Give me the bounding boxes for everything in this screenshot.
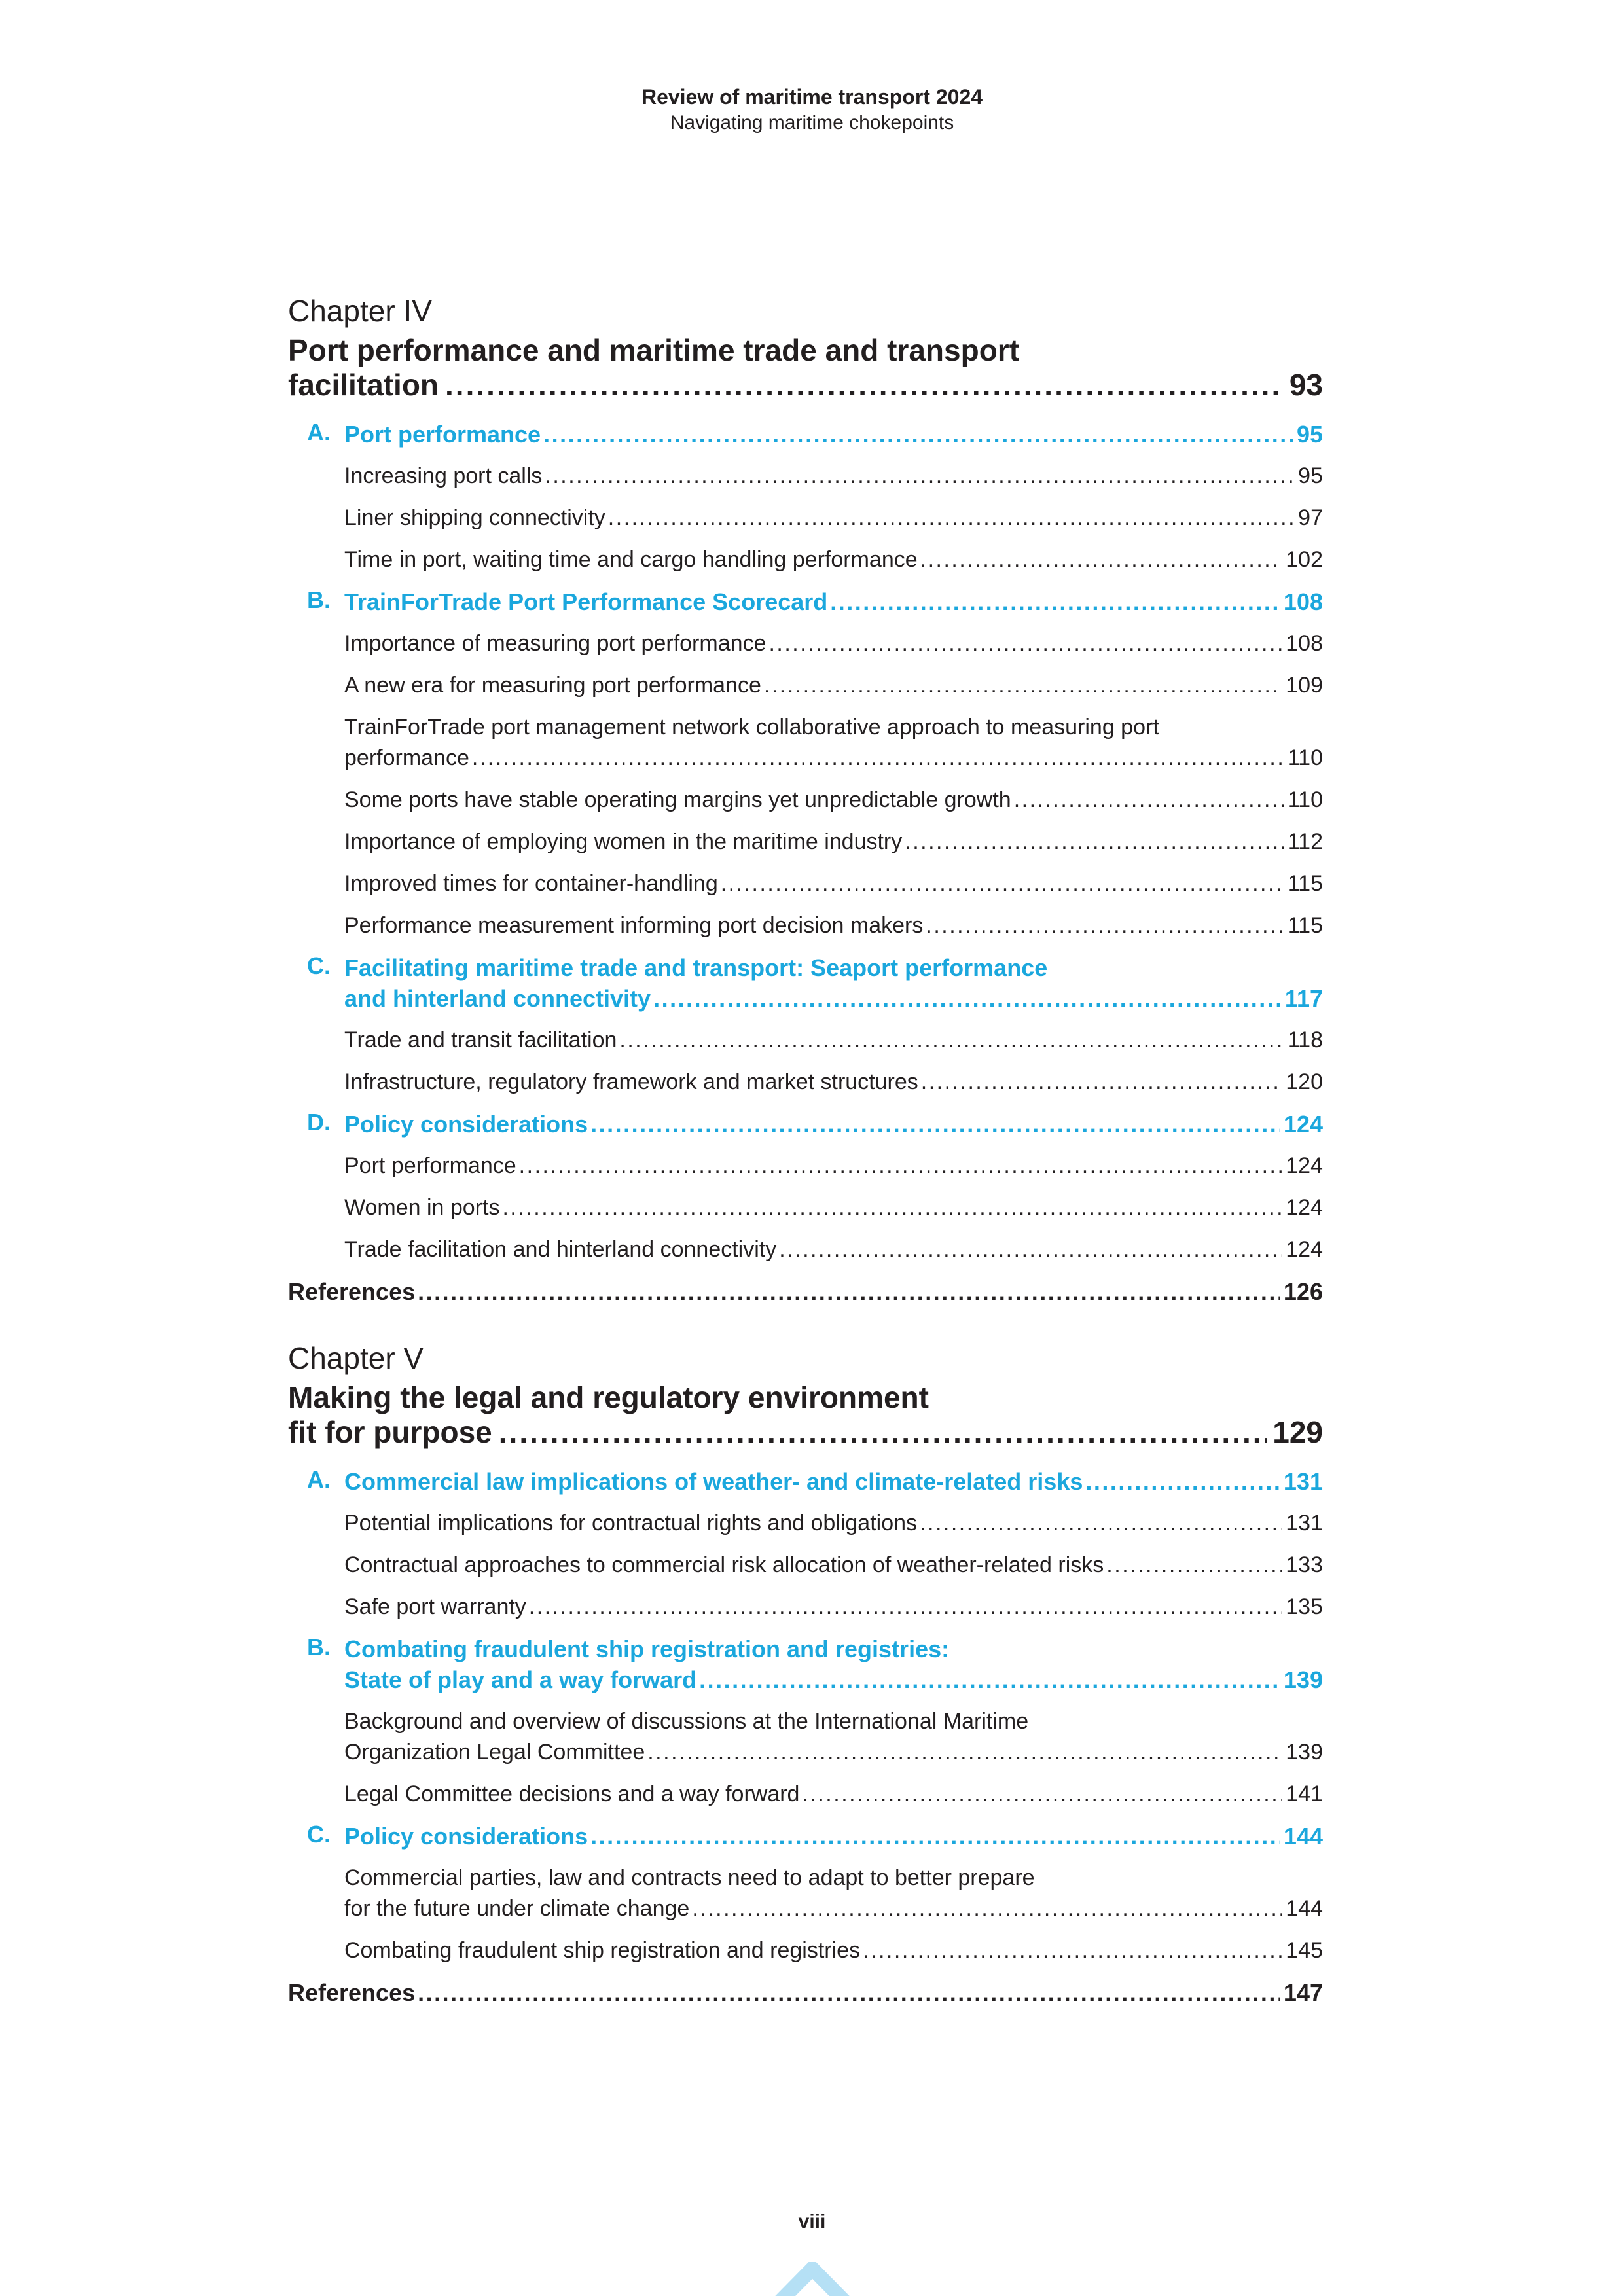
- page-number: 115: [1287, 871, 1323, 896]
- entry-body: [344, 952, 1323, 1014]
- section-letter: A.: [307, 1466, 331, 1493]
- toc-entry-lastline: [344, 461, 1323, 492]
- page-number: 95: [1296, 421, 1323, 448]
- page-number: 133: [1286, 1552, 1323, 1577]
- toc-entry-lastline: [288, 1977, 1323, 2008]
- chapter-title-line: Making the legal and regulatory environment: [288, 1380, 929, 1414]
- entry-text: Port performance: [344, 421, 541, 448]
- toc-sub-entry[interactable]: [344, 1706, 1323, 1768]
- toc-entry-line: Background and overview of discussions at the International Maritime: [344, 1709, 1029, 1734]
- entry-text: for the future under climate change: [344, 1896, 690, 1921]
- toc-entry-lastline: [344, 983, 1323, 1014]
- chapter-title[interactable]: [288, 331, 1323, 401]
- page-number: 145: [1286, 1938, 1323, 1963]
- entry-text: References: [288, 1979, 416, 2006]
- toc-section-entry[interactable]: [307, 419, 1323, 450]
- toc-sub-entry[interactable]: [344, 1550, 1323, 1581]
- entry-body: [344, 1109, 1323, 1139]
- toc-sub-entry[interactable]: [344, 869, 1323, 899]
- toc-entry-line: TrainForTrade port management network collaborative approach to measuring port: [344, 715, 1159, 740]
- entry-text: Women in ports: [344, 1195, 500, 1220]
- entry-body: [344, 503, 1323, 533]
- toc-entry-lastline: [344, 1109, 1323, 1139]
- entry-body: [344, 1550, 1323, 1581]
- dot-leader: [1106, 1550, 1282, 1581]
- toc-sub-entry[interactable]: [344, 1234, 1323, 1265]
- toc-entry-lastline: [344, 1737, 1323, 1768]
- toc-entry-lastline: [344, 1067, 1323, 1098]
- entry-text: Potential implications for contractual rights and obligations: [344, 1511, 918, 1535]
- toc-section-entry[interactable]: [307, 1466, 1323, 1497]
- dot-leader: [590, 1821, 1280, 1852]
- toc-entry-lastline: [344, 827, 1323, 857]
- chapter-block: [288, 1338, 1323, 2008]
- toc-references-entry[interactable]: [288, 1977, 1323, 2008]
- toc-sub-entry[interactable]: [344, 712, 1323, 774]
- dot-leader: [529, 1592, 1282, 1623]
- toc-section-entry[interactable]: [307, 1821, 1323, 1852]
- dot-leader: [1014, 785, 1284, 816]
- entry-text: A new era for measuring port performance: [344, 673, 761, 698]
- dot-leader: [768, 628, 1282, 659]
- toc-section-entry[interactable]: [307, 1634, 1323, 1695]
- page-number: 110: [1287, 787, 1323, 812]
- dot-leader: [608, 503, 1294, 533]
- page-number: 129: [1272, 1415, 1323, 1449]
- entry-body: [344, 712, 1323, 774]
- toc-sub-entry[interactable]: [344, 1508, 1323, 1539]
- entry-text: Policy considerations: [344, 1823, 588, 1850]
- dot-leader: [502, 1193, 1282, 1223]
- page-number: 124: [1283, 1111, 1323, 1138]
- toc-entry-lastline: [288, 370, 1323, 401]
- entry-text: Combating fraudulent ship registration and registries: [344, 1938, 861, 1963]
- toc-section-entry[interactable]: [307, 1109, 1323, 1139]
- dot-leader: [921, 1067, 1282, 1098]
- chapter-label: Chapter V: [288, 1341, 424, 1375]
- page-number: 131: [1286, 1511, 1323, 1535]
- entry-body: [344, 1863, 1323, 1924]
- page-number: 93: [1289, 368, 1323, 402]
- chapter-block: [288, 291, 1323, 1307]
- entry-text: Liner shipping connectivity: [344, 505, 605, 530]
- document-title: Review of maritime transport 2024: [641, 85, 983, 109]
- dot-leader: [830, 586, 1280, 617]
- entry-text: Commercial law implications of weather- and climate-related risks: [344, 1468, 1083, 1495]
- dot-leader: [418, 1276, 1280, 1307]
- toc-sub-entry[interactable]: [344, 628, 1323, 659]
- toc-entry-lastline: [344, 785, 1323, 816]
- entry-body: [344, 1508, 1323, 1539]
- entry-text: Improved times for container-handling: [344, 871, 718, 896]
- dot-leader: [920, 1508, 1282, 1539]
- page-number: 139: [1286, 1740, 1323, 1765]
- page-number: 97: [1298, 505, 1323, 530]
- entry-body: [344, 1634, 1323, 1695]
- folio-page-number: viii: [798, 2211, 826, 2233]
- entry-text: Safe port warranty: [344, 1594, 526, 1619]
- toc-entry-line: Combating fraudulent ship registration and registries:: [344, 1636, 950, 1662]
- entry-text: References: [288, 1278, 416, 1305]
- toc-sub-entry[interactable]: [344, 670, 1323, 701]
- toc-section-entry[interactable]: [307, 586, 1323, 617]
- entry-text: Infrastructure, regulatory framework and market structures: [344, 1069, 918, 1094]
- entry-body: [344, 1935, 1323, 1966]
- entry-text: fit for purpose: [288, 1415, 492, 1449]
- dot-leader: [1085, 1466, 1280, 1497]
- page-number: 120: [1286, 1069, 1323, 1094]
- toc-entry-lastline: [344, 419, 1323, 450]
- toc-entry-lastline: [344, 1151, 1323, 1181]
- entry-text: Port performance: [344, 1153, 516, 1178]
- entry-body: [344, 1067, 1323, 1098]
- toc-section-entry[interactable]: [307, 952, 1323, 1014]
- dot-leader: [863, 1935, 1282, 1966]
- toc-entry-lastline: [344, 1893, 1323, 1924]
- running-header: [0, 84, 1624, 136]
- entry-text: Trade facilitation and hinterland connectivity: [344, 1237, 777, 1262]
- dot-leader: [764, 670, 1282, 701]
- entry-text: Trade and transit facilitation: [344, 1028, 617, 1052]
- toc-entry-lastline: [288, 1276, 1323, 1307]
- dot-leader: [543, 419, 1293, 450]
- toc-sub-entry[interactable]: [344, 503, 1323, 533]
- entry-text: Legal Committee decisions and a way forward: [344, 1782, 800, 1806]
- toc-entry-lastline: [344, 1550, 1323, 1581]
- dot-leader: [653, 983, 1281, 1014]
- entry-text: Increasing port calls: [344, 463, 543, 488]
- section-letter: C.: [307, 1821, 331, 1848]
- toc-entry-lastline: [344, 545, 1323, 575]
- toc: [288, 291, 1323, 2019]
- toc-sub-entry[interactable]: [344, 1025, 1323, 1056]
- dot-leader: [926, 910, 1283, 941]
- dot-leader: [802, 1779, 1282, 1810]
- entry-text: Performance measurement informing port decision makers: [344, 913, 924, 938]
- toc-sub-entry[interactable]: [344, 1151, 1323, 1181]
- entry-text: Policy considerations: [344, 1111, 588, 1138]
- toc-entry-lastline: [344, 586, 1323, 617]
- entry-body: [344, 1151, 1323, 1181]
- toc-entry-lastline: [344, 1935, 1323, 1966]
- toc-entry-lastline: [344, 1592, 1323, 1623]
- entry-body: [344, 545, 1323, 575]
- entry-text: Importance of measuring port performance: [344, 631, 767, 656]
- dot-leader: [499, 1417, 1267, 1448]
- toc-sub-entry[interactable]: [344, 1779, 1323, 1810]
- page-number: 144: [1286, 1896, 1323, 1921]
- dot-leader: [647, 1737, 1282, 1768]
- chapter-label: Chapter IV: [288, 294, 432, 328]
- entry-body: [344, 869, 1323, 899]
- entry-body: [344, 827, 1323, 857]
- entry-body: [344, 419, 1323, 450]
- page-number: 131: [1283, 1468, 1323, 1495]
- toc-entry-lastline: [344, 1779, 1323, 1810]
- section-letter: B.: [307, 586, 331, 613]
- entry-body: [344, 461, 1323, 492]
- toc-sub-entry[interactable]: [344, 910, 1323, 941]
- page-number: 124: [1286, 1153, 1323, 1178]
- entry-text: performance: [344, 745, 469, 770]
- toc-entry-lastline: [344, 1193, 1323, 1223]
- chevron-logo: [770, 2262, 855, 2296]
- page-number: 139: [1283, 1666, 1323, 1693]
- entry-text: Importance of employing women in the maritime industry: [344, 829, 903, 854]
- dot-leader: [418, 1977, 1280, 2008]
- page-number: 141: [1286, 1782, 1323, 1806]
- entry-body: [344, 670, 1323, 701]
- toc-sub-entry[interactable]: [344, 827, 1323, 857]
- entry-body: [344, 1025, 1323, 1056]
- dot-leader: [519, 1151, 1282, 1181]
- dot-leader: [619, 1025, 1283, 1056]
- document-subtitle: Navigating maritime chokepoints: [670, 112, 954, 134]
- dot-leader: [445, 370, 1284, 401]
- toc-entry-lastline: [344, 670, 1323, 701]
- page-number: 109: [1286, 673, 1323, 698]
- page-number: 115: [1287, 913, 1323, 938]
- page-number: 147: [1283, 1979, 1323, 2006]
- entry-body: [344, 586, 1323, 617]
- toc-entry-lastline: [344, 628, 1323, 659]
- page-number: 124: [1286, 1195, 1323, 1220]
- page-number: 144: [1283, 1823, 1323, 1850]
- toc-sub-entry[interactable]: [344, 785, 1323, 816]
- section-letter: B.: [307, 1634, 331, 1660]
- chapter-title-line: Port performance and maritime trade and transport: [288, 333, 1020, 367]
- page-number: 108: [1286, 631, 1323, 656]
- entry-text: facilitation: [288, 368, 439, 402]
- toc-sub-entry[interactable]: [344, 1193, 1323, 1223]
- toc-sub-entry[interactable]: [344, 1067, 1323, 1098]
- section-letter: A.: [307, 419, 331, 446]
- entry-body: [344, 1193, 1323, 1223]
- toc-sub-entry[interactable]: [344, 1863, 1323, 1924]
- toc-sub-entry[interactable]: [344, 1592, 1323, 1623]
- page-number: 117: [1284, 985, 1323, 1012]
- entry-text: and hinterland connectivity: [344, 985, 651, 1012]
- toc-sub-entry[interactable]: [344, 461, 1323, 492]
- toc-entry-lastline: [344, 869, 1323, 899]
- entry-body: [288, 1977, 1323, 2008]
- page-number: 118: [1287, 1028, 1323, 1052]
- toc-entry-line: Facilitating maritime trade and transport: Seaport performance: [344, 954, 1048, 981]
- section-letter: C.: [307, 952, 331, 979]
- dot-leader: [692, 1893, 1282, 1924]
- toc-entry-lastline: [344, 1508, 1323, 1539]
- page-number: 135: [1286, 1594, 1323, 1619]
- entry-body: [344, 1779, 1323, 1810]
- entry-text: TrainForTrade Port Performance Scorecard: [344, 588, 828, 615]
- entry-body: [344, 1234, 1323, 1265]
- page-number: 108: [1283, 588, 1323, 615]
- toc-sub-entry[interactable]: [344, 545, 1323, 575]
- dot-leader: [472, 743, 1284, 774]
- entry-text: Organization Legal Committee: [344, 1740, 645, 1765]
- toc-entry-lastline: [344, 910, 1323, 941]
- page-number: 112: [1287, 829, 1323, 854]
- toc-entry-lastline: [344, 1821, 1323, 1852]
- toc-entry-lastline: [344, 1234, 1323, 1265]
- entry-body: [344, 1706, 1323, 1768]
- dot-leader: [779, 1234, 1282, 1265]
- toc-sub-entry[interactable]: [344, 1935, 1323, 1966]
- page-number: 124: [1286, 1237, 1323, 1262]
- toc-entry-lastline: [344, 743, 1323, 774]
- toc-entry-lastline: [344, 503, 1323, 533]
- dot-leader: [905, 827, 1284, 857]
- entry-body: [288, 1276, 1323, 1307]
- entry-body: [344, 628, 1323, 659]
- page-number: 95: [1298, 463, 1323, 488]
- dot-leader: [545, 461, 1294, 492]
- entry-text: Time in port, waiting time and cargo handling performance: [344, 547, 918, 572]
- entry-body: [344, 785, 1323, 816]
- toc-entry-lastline: [344, 1025, 1323, 1056]
- entry-body: [344, 910, 1323, 941]
- chapter-title[interactable]: [288, 1378, 1323, 1448]
- entry-body: [344, 1821, 1323, 1852]
- entry-text: State of play and a way forward: [344, 1666, 697, 1693]
- entry-text: Some ports have stable operating margins yet unpredictable growth: [344, 787, 1011, 812]
- page-number: 110: [1287, 745, 1323, 770]
- dot-leader: [721, 869, 1284, 899]
- section-letter: D.: [307, 1109, 331, 1136]
- entry-body: [344, 1592, 1323, 1623]
- toc-entry-line: Commercial parties, law and contracts need to adapt to better prepare: [344, 1865, 1035, 1890]
- toc-entry-lastline: [288, 1417, 1323, 1448]
- page-number: 102: [1286, 547, 1323, 572]
- entry-body: [344, 1466, 1323, 1497]
- toc-references-entry[interactable]: [288, 1276, 1323, 1307]
- entry-text: Contractual approaches to commercial risk allocation of weather-related risks: [344, 1552, 1104, 1577]
- dot-leader: [920, 545, 1282, 575]
- toc-entry-lastline: [344, 1664, 1323, 1695]
- dot-leader: [699, 1664, 1280, 1695]
- toc-entry-lastline: [344, 1466, 1323, 1497]
- dot-leader: [590, 1109, 1280, 1139]
- page-number: 126: [1283, 1278, 1323, 1305]
